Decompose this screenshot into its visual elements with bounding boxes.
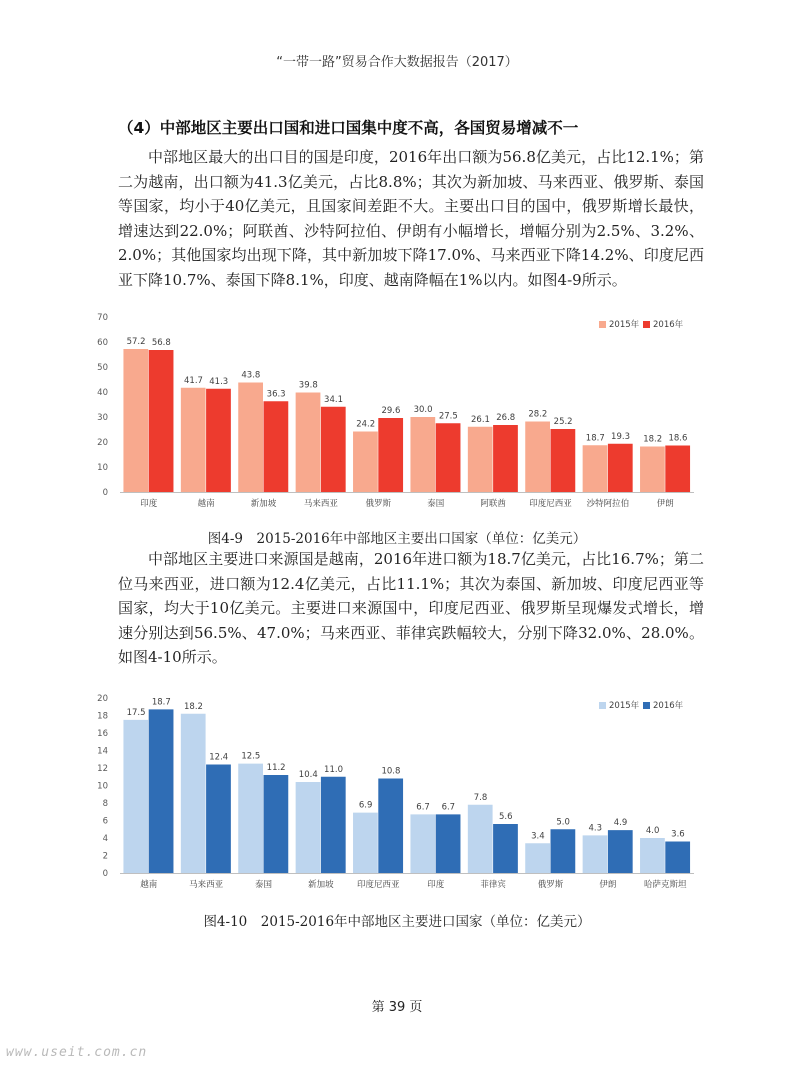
bar-2015 bbox=[238, 383, 263, 493]
legend-label: 2016年 bbox=[653, 701, 684, 711]
bar-2015 bbox=[123, 720, 148, 873]
data-label: 7.8 bbox=[473, 792, 488, 803]
figure-4-10-caption: 图4-10 2015-2016年中部地区主要进口国家（单位：亿美元） bbox=[203, 914, 591, 930]
import-bar-chart bbox=[86, 690, 706, 898]
data-label: 26.1 bbox=[471, 414, 490, 425]
data-label: 6.7 bbox=[441, 802, 456, 813]
x-tick-label: 新加坡 bbox=[250, 499, 277, 509]
x-tick-label: 印度 bbox=[427, 880, 445, 890]
y-tick-label: 50 bbox=[97, 363, 108, 373]
data-label: 3.6 bbox=[671, 829, 685, 840]
bar-2016 bbox=[436, 423, 461, 492]
x-tick-label: 阿联酋 bbox=[480, 499, 506, 509]
bar-2016 bbox=[321, 407, 346, 492]
data-label: 29.6 bbox=[381, 406, 401, 416]
y-tick-label: 0 bbox=[102, 869, 108, 879]
data-label: 28.2 bbox=[528, 409, 548, 420]
data-label: 12.5 bbox=[241, 751, 261, 762]
data-label: 41.7 bbox=[184, 375, 203, 386]
data-label: 26.8 bbox=[496, 413, 516, 423]
data-label: 4.9 bbox=[613, 818, 628, 829]
x-tick-label: 泰国 bbox=[427, 499, 445, 509]
bar-2016 bbox=[206, 765, 231, 874]
bar-2015 bbox=[640, 447, 665, 493]
data-label: 18.2 bbox=[643, 434, 663, 445]
bar-2016 bbox=[436, 814, 461, 873]
figure-4-9-caption: 图4-9 2015-2016年中部地区主要出口国家（单位：亿美元） bbox=[207, 531, 587, 547]
bar-2016 bbox=[551, 829, 576, 873]
y-tick-label: 2 bbox=[102, 851, 108, 862]
x-tick-label: 印度尼西亚 bbox=[529, 499, 572, 509]
bar-2015 bbox=[410, 814, 435, 873]
bar-2015 bbox=[583, 835, 608, 873]
data-label: 4.0 bbox=[645, 826, 660, 836]
bar-2015 bbox=[468, 427, 493, 492]
x-tick-label: 越南 bbox=[140, 880, 158, 890]
data-label: 34.1 bbox=[324, 394, 343, 405]
legend-swatch bbox=[599, 702, 606, 709]
y-tick-label: 4 bbox=[102, 834, 108, 844]
x-tick-label: 印度尼西亚 bbox=[357, 880, 400, 890]
data-label: 41.3 bbox=[209, 376, 229, 387]
bar-2016 bbox=[206, 389, 231, 492]
data-label: 5.0 bbox=[556, 817, 570, 828]
x-tick-label: 伊朗 bbox=[656, 499, 674, 509]
y-tick-label: 40 bbox=[97, 388, 108, 398]
data-label: 5.6 bbox=[498, 812, 513, 822]
bar-2015 bbox=[238, 764, 263, 873]
bar-2016 bbox=[551, 429, 576, 492]
y-tick-label: 12 bbox=[97, 764, 108, 774]
x-tick-label: 俄罗斯 bbox=[365, 499, 392, 509]
data-label: 11.0 bbox=[324, 764, 343, 775]
x-tick-label: 马来西亚 bbox=[189, 880, 224, 890]
data-label: 27.5 bbox=[438, 411, 458, 422]
data-label: 11.2 bbox=[266, 763, 286, 773]
legend-label: 2015年 bbox=[609, 701, 640, 711]
bar-2015 bbox=[123, 349, 148, 492]
x-tick-label: 泰国 bbox=[254, 880, 273, 890]
data-label: 18.7 bbox=[151, 697, 171, 708]
y-tick-label: 20 bbox=[97, 438, 108, 448]
data-label: 39.8 bbox=[298, 380, 318, 391]
legend-swatch bbox=[643, 702, 650, 709]
bar-2016 bbox=[264, 775, 289, 873]
legend-label: 2015年 bbox=[609, 320, 640, 330]
data-label: 56.8 bbox=[151, 338, 171, 348]
y-tick-label: 10 bbox=[97, 781, 108, 792]
legend-label: 2016年 bbox=[653, 320, 684, 330]
bar-2015 bbox=[583, 445, 608, 492]
data-label: 18.2 bbox=[184, 701, 203, 712]
x-tick-label: 伊朗 bbox=[599, 880, 617, 890]
data-label: 10.4 bbox=[298, 770, 318, 780]
legend-swatch bbox=[599, 321, 606, 328]
bar-2016 bbox=[665, 842, 690, 874]
bar-2016 bbox=[378, 418, 403, 492]
data-label: 25.2 bbox=[553, 417, 573, 427]
y-tick-label: 0 bbox=[102, 488, 108, 498]
bar-2016 bbox=[264, 401, 289, 492]
export-bar-chart bbox=[86, 309, 706, 517]
data-label: 24.2 bbox=[356, 419, 376, 430]
bar-2015 bbox=[353, 813, 378, 873]
data-label: 6.9 bbox=[358, 800, 373, 811]
bar-2016 bbox=[378, 779, 403, 874]
bar-2016 bbox=[493, 824, 518, 873]
data-label: 10.8 bbox=[381, 766, 401, 777]
bar-2016 bbox=[149, 350, 174, 492]
watermark: www.useit.com.cn bbox=[6, 1045, 148, 1060]
bar-2015 bbox=[353, 432, 378, 493]
import-paragraph-text: 中部地区主要进口来源国是越南，2016年进口额为18.7亿美元，占比16.7%；第二位马来西亚，进口额为12.4亿美元，占比11.1%；其次为泰国、新加坡、印度尼西亚等国家，均大于10亿美元。主要进口来源国中，印度尼西亚、俄罗斯呈现爆发式增长，增速分别达到56.5%、47.0%；马来西亚、菲律宾跌幅较大，分别下降32.0%、28.0%。如图4-10所示。 bbox=[118, 550, 704, 667]
y-tick-label: 14 bbox=[97, 746, 108, 757]
report-header: “一带一路”贸易合作大数据报告（2017） bbox=[276, 55, 518, 70]
bar-2016 bbox=[149, 709, 174, 873]
x-tick-label: 哈萨克斯坦 bbox=[644, 880, 687, 890]
y-tick-label: 8 bbox=[102, 799, 108, 809]
data-label: 17.5 bbox=[126, 707, 146, 718]
bar-2015 bbox=[468, 805, 493, 873]
data-label: 19.3 bbox=[611, 431, 630, 442]
bar-2015 bbox=[296, 782, 321, 873]
bar-2016 bbox=[493, 425, 518, 492]
data-label: 36.3 bbox=[266, 389, 286, 400]
y-tick-label: 6 bbox=[102, 816, 108, 827]
bar-2015 bbox=[525, 843, 550, 873]
y-tick-label: 20 bbox=[97, 694, 108, 704]
y-tick-label: 70 bbox=[97, 313, 108, 323]
bar-2015 bbox=[640, 838, 665, 873]
bar-2016 bbox=[321, 777, 346, 873]
x-tick-label: 印度 bbox=[140, 499, 158, 509]
page-number: 第 39 页 bbox=[371, 1000, 423, 1015]
export-paragraph bbox=[118, 145, 704, 293]
bar-2015 bbox=[410, 417, 435, 492]
data-label: 3.4 bbox=[531, 831, 545, 842]
data-label: 4.3 bbox=[588, 823, 603, 834]
bar-2016 bbox=[608, 444, 633, 492]
y-tick-label: 16 bbox=[97, 729, 108, 739]
data-label: 12.4 bbox=[209, 752, 229, 763]
bar-2015 bbox=[181, 388, 206, 492]
data-label: 43.8 bbox=[241, 370, 261, 381]
data-label: 30.0 bbox=[413, 405, 433, 415]
bar-2015 bbox=[525, 422, 550, 493]
y-tick-label: 10 bbox=[97, 463, 108, 473]
bar-2016 bbox=[608, 830, 633, 873]
x-tick-label: 沙特阿拉伯 bbox=[586, 499, 630, 509]
x-tick-label: 俄罗斯 bbox=[537, 880, 564, 890]
bar-2015 bbox=[296, 393, 321, 493]
data-label: 18.6 bbox=[668, 433, 688, 444]
x-tick-label: 越南 bbox=[197, 499, 215, 509]
legend-swatch bbox=[643, 321, 650, 328]
data-label: 6.7 bbox=[416, 802, 430, 813]
bar-2016 bbox=[665, 446, 690, 493]
x-tick-label: 菲律宾 bbox=[480, 880, 506, 890]
data-label: 57.2 bbox=[126, 337, 146, 347]
export-paragraph-text: 中部地区最大的出口目的国是印度，2016年出口额为56.8亿美元，占比12.1%；第二为越南，出口额为41.3亿美元，占比8.8%；其次为新加坡、马来西亚、俄罗斯、泰国等国家，均小于40亿美元，且国家间差距不大。主要出口目的国中，俄罗斯增长最快，增速达到22.0%；阿联酋、沙特阿拉伯、伊朗有小幅增长，增幅分别为2.5%、3.2%、2.0%；其他国家均出现下降，其中新加坡下降17.0%、马来西亚下降14.2%、印度尼西亚下降10.7%、泰国下降8.1%，印度、越南降幅在1%以内。如图4-9所示。 bbox=[118, 148, 704, 289]
y-tick-label: 60 bbox=[97, 338, 108, 348]
data-label: 18.7 bbox=[585, 433, 605, 444]
bar-2015 bbox=[181, 714, 206, 873]
x-tick-label: 马来西亚 bbox=[303, 499, 338, 509]
import-paragraph bbox=[118, 547, 704, 670]
section-title: （4）中部地区主要出口国和进口国集中度不高，各国贸易增减不一 bbox=[118, 119, 579, 137]
x-tick-label: 新加坡 bbox=[308, 880, 334, 890]
y-tick-label: 18 bbox=[97, 711, 108, 722]
y-tick-label: 30 bbox=[97, 413, 108, 423]
